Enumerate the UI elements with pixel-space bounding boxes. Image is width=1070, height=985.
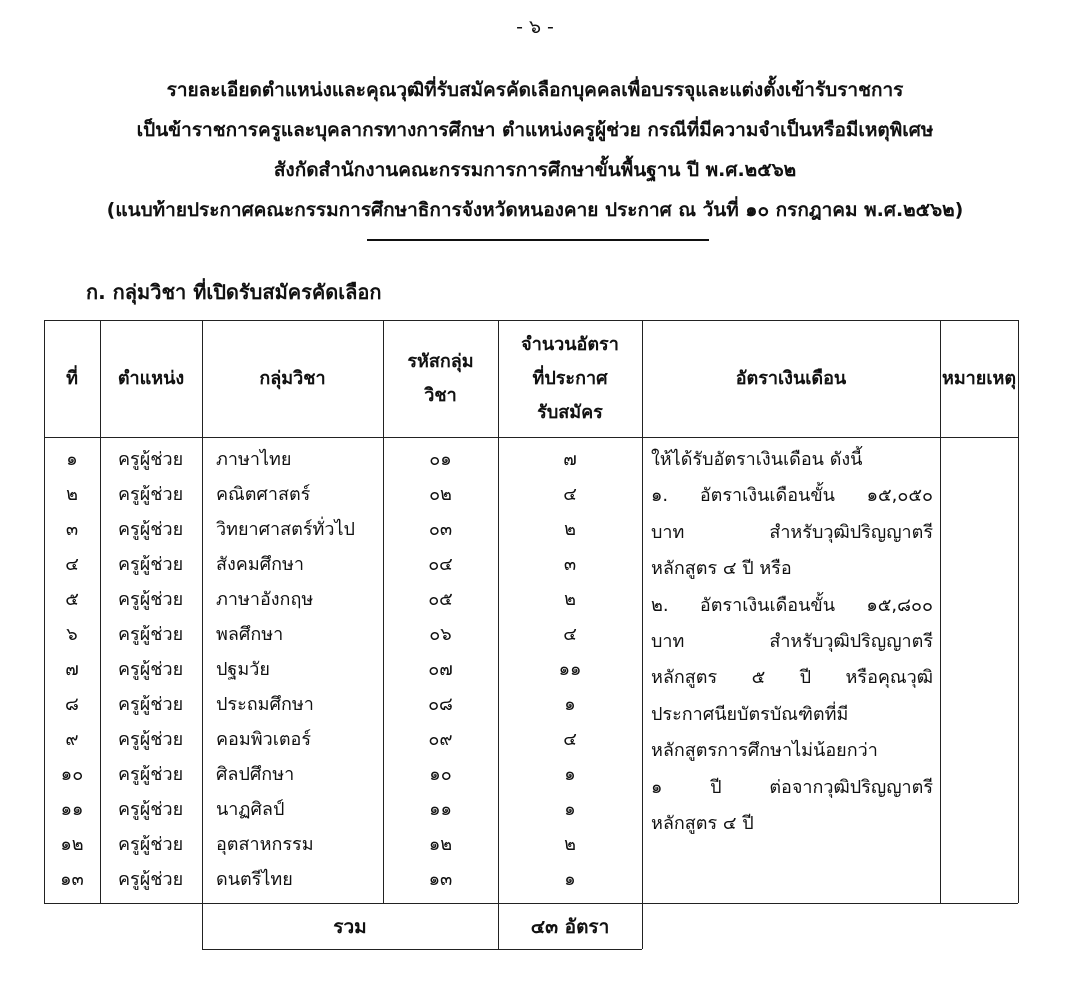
- cell-position: ครูผู้ช่วย: [118, 589, 184, 610]
- cell-count: ๗: [563, 449, 577, 470]
- cell-position: ครูผู้ช่วย: [118, 799, 184, 820]
- total-row-bottom: [202, 949, 642, 950]
- header-subject: [202, 320, 383, 437]
- table-border-bottom: [44, 903, 1018, 904]
- cell-position: ครูผู้ช่วย: [118, 764, 184, 785]
- cell-subject: ศิลปศึกษา: [216, 764, 295, 785]
- cell-code: ๐๔: [428, 554, 453, 575]
- title-line-1: รายละเอียดตำแหน่งและคุณวุฒิที่รับสมัครคัดเลือกบุคคลเพื่อบรรจุและแต่งตั้งเข้ารับราชการ: [166, 79, 904, 101]
- header-count-line-2: ที่ประกาศ: [532, 367, 608, 389]
- table-header-divider: [44, 437, 1018, 438]
- header-no: [44, 320, 100, 437]
- header-code-line-2: วิชา: [424, 384, 457, 406]
- cell-count: ๔: [563, 729, 577, 750]
- title-line-4: (แนบท้ายประกาศคณะกรรมการศึกษาธิการจังหวัดหนองคาย ประกาศ ณ วันที่ ๑๐ กรกฎาคม พ.ศ.๒๕๖๒): [106, 199, 964, 221]
- cell-count: ๑: [564, 799, 576, 820]
- title-divider: [367, 239, 709, 241]
- title-line-2: เป็นข้าราชการครูและบุคลากรทางการศึกษา ตำแหน่งครูผู้ช่วย กรณีที่มีความจำเป็นหรือมีเหตุพิเศษ: [136, 119, 934, 141]
- salary-line: ๑. อัตราเงินเดือนขั้น ๑๕,๐๕๐: [651, 485, 933, 507]
- cell-subject: อุตสาหกรรม: [216, 834, 314, 855]
- cell-subject: ประถมศึกษา: [216, 694, 314, 715]
- header-code-line-1: รหัสกลุ่ม: [407, 350, 474, 372]
- cell-position: ครูผู้ช่วย: [118, 694, 184, 715]
- cell-count: ๑: [564, 764, 576, 785]
- cell-position: ครูผู้ช่วย: [118, 624, 184, 645]
- salary-line: บาท สำหรับวุฒิปริญญาตรี: [651, 631, 933, 653]
- cell-count: ๒: [564, 834, 576, 855]
- cell-position: ครูผู้ช่วย: [118, 519, 184, 540]
- cell-position: ครูผู้ช่วย: [118, 869, 184, 890]
- cell-count: ๔: [563, 484, 577, 505]
- cell-count: ๔: [563, 624, 577, 645]
- cell-count: ๒: [564, 519, 576, 540]
- salary-line: ประกาศนียบัตรบัณฑิตที่มี: [651, 703, 849, 725]
- total-label: รวม: [333, 916, 367, 938]
- cell-no: ๖: [66, 624, 78, 645]
- cell-subject: สังคมศึกษา: [216, 554, 304, 575]
- cell-subject: ภาษาไทย: [216, 449, 292, 470]
- header-code: [383, 320, 498, 437]
- cell-no: ๒: [66, 484, 78, 505]
- cell-position: ครูผู้ช่วย: [118, 834, 184, 855]
- cell-subject: ภาษาอังกฤษ: [216, 589, 314, 610]
- cell-no: ๙: [65, 729, 79, 750]
- cell-code: ๐๖: [429, 624, 452, 645]
- cell-code: ๑๓: [428, 869, 453, 890]
- cell-no: ๑๐: [60, 764, 84, 785]
- cell-no: ๕: [65, 589, 79, 610]
- cell-subject: ปฐมวัย: [216, 659, 270, 680]
- cell-no: ๘: [65, 694, 79, 715]
- cell-no: ๑: [66, 449, 78, 470]
- cell-subject: วิทยาศาสตร์ทั่วไป: [216, 519, 355, 540]
- section-heading: ก. กลุ่มวิชา ที่เปิดรับสมัครคัดเลือก: [86, 280, 382, 304]
- total-value: ๔๓ อัตรา: [530, 916, 610, 938]
- cell-subject: นาฏศิลป์: [216, 799, 285, 820]
- cell-count: ๑๑: [558, 659, 582, 680]
- salary-line: ให้ได้รับอัตราเงินเดือน ดังนี้: [651, 449, 863, 470]
- cell-position: ครูผู้ช่วย: [118, 659, 184, 680]
- salary-line: หลักสูตร ๕ ปี หรือคุณวุฒิ: [651, 667, 933, 689]
- cell-position: ครูผู้ช่วย: [118, 554, 184, 575]
- cell-code: ๑๑: [429, 799, 452, 820]
- cell-code: ๐๘: [428, 694, 453, 715]
- cell-no: ๓: [65, 519, 79, 540]
- header-count: [498, 320, 642, 437]
- header-position: [100, 320, 202, 437]
- cell-subject: ดนตรีไทย: [216, 869, 293, 890]
- salary-line: หลักสูตร ๔ ปี หรือ: [651, 558, 792, 580]
- salary-line: หลักสูตรการศึกษาไม่น้อยกว่า: [651, 740, 878, 762]
- cell-code: ๐๓: [428, 519, 453, 540]
- cell-no: ๑๓: [60, 869, 84, 890]
- salary-line: บาท สำหรับวุฒิปริญญาตรี: [651, 521, 933, 543]
- header-subject-label: กลุ่มวิชา: [259, 367, 326, 389]
- salary-line: ๑ ปี ต่อจากวุฒิปริญญาตรี: [651, 776, 933, 798]
- cell-no: ๑๑: [60, 799, 84, 820]
- header-salary: [642, 320, 940, 437]
- cell-no: ๔: [65, 554, 79, 575]
- salary-description: [651, 442, 933, 842]
- header-note: [940, 320, 1018, 437]
- header-position-label: ตำแหน่ง: [117, 367, 185, 389]
- cell-code: ๐๕: [428, 589, 453, 610]
- cell-code: ๐๒: [429, 484, 452, 505]
- header-salary-label: อัตราเงินเดือน: [735, 367, 847, 389]
- col-line-7: [1018, 320, 1019, 903]
- header-no-label: ที่: [66, 367, 78, 389]
- cell-no: ๗: [65, 659, 79, 680]
- cell-position: ครูผู้ช่วย: [118, 449, 184, 470]
- cell-subject: คณิตศาสตร์: [216, 484, 311, 505]
- title-line-3: สังกัดสำนักงานคณะกรรมการการศึกษาขั้นพื้นฐาน ปี พ.ศ.๒๕๖๒: [273, 159, 797, 181]
- cell-subject: คอมพิวเตอร์: [216, 729, 312, 750]
- cell-count: ๒: [564, 589, 576, 610]
- cell-subject: พลศึกษา: [216, 624, 284, 645]
- cell-code: ๐๙: [428, 729, 453, 750]
- cell-code: ๑๒: [428, 834, 453, 855]
- cell-no: ๑๒: [60, 834, 84, 855]
- cell-code: ๐๗: [428, 659, 453, 680]
- cell-count: ๑: [564, 694, 576, 715]
- cell-count: ๓: [563, 554, 577, 575]
- salary-line: ๒. อัตราเงินเดือนขั้น ๑๕,๘๐๐: [651, 594, 933, 616]
- header-note-label: หมายเหตุ: [941, 367, 1017, 389]
- header-count-line-1: จำนวนอัตรา: [521, 333, 619, 355]
- cell-position: ครูผู้ช่วย: [118, 729, 184, 750]
- cell-code: ๑๐: [429, 764, 452, 785]
- salary-line: หลักสูตร ๔ ปี: [651, 813, 754, 835]
- header-count-line-3: รับสมัคร: [537, 401, 603, 423]
- cell-position: ครูผู้ช่วย: [118, 484, 184, 505]
- cell-count: ๑: [564, 869, 576, 890]
- cell-code: ๐๑: [429, 449, 452, 470]
- page-number: - ๖ -: [516, 16, 554, 38]
- document-title: [0, 70, 1070, 230]
